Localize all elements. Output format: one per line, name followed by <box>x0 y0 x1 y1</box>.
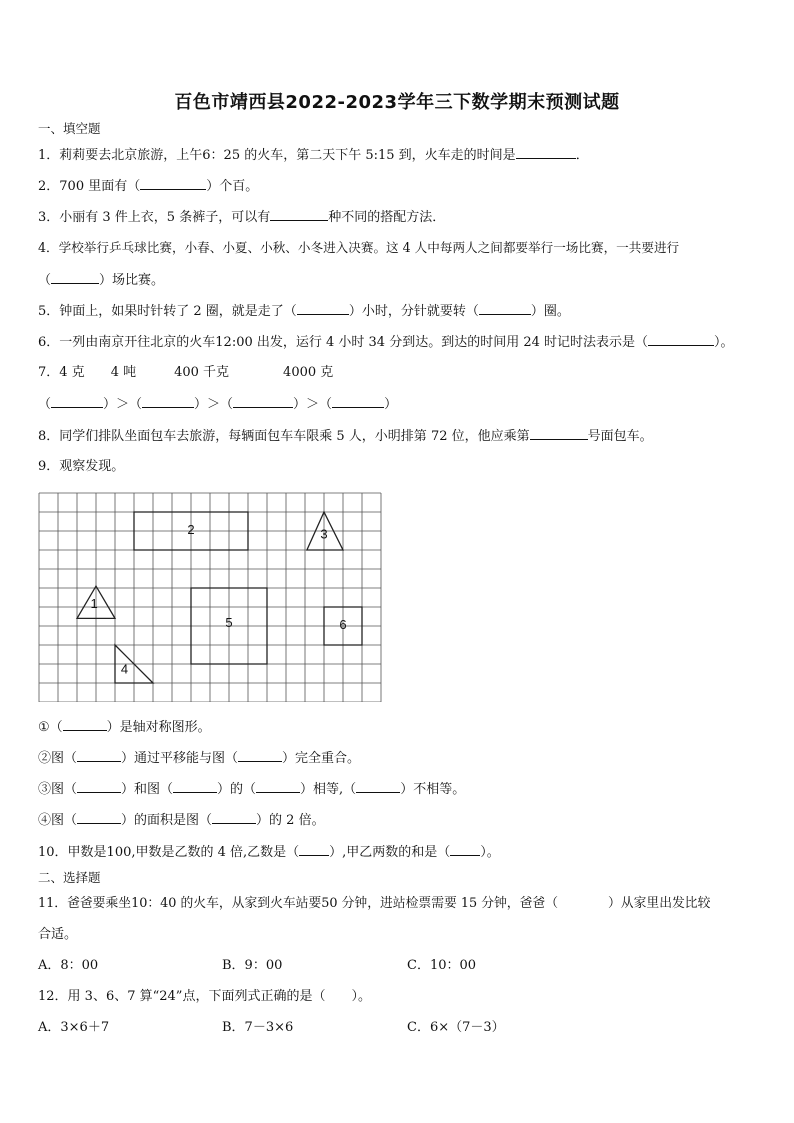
q7-item: 4000 克 <box>283 365 334 380</box>
answer-blank[interactable] <box>51 395 103 408</box>
question-10-b: ）,甲乙两数的和是（ <box>329 845 451 860</box>
q12-option-c[interactable]: C．6×（7－3） <box>407 1020 505 1035</box>
q9-sub-3 <box>38 780 465 799</box>
question-11-b: ）从家里出发比较 <box>608 896 711 911</box>
question-11 <box>38 895 710 913</box>
question-8-text-a: 8．同学们排队坐面包车去旅游，每辆面包车车限乘 5 人，小明排第 72 位，他应乘第 <box>38 429 530 444</box>
q9-sub-4-b: ）的面积是图（ <box>121 813 213 828</box>
q9-sub-3-d: ）相等,（ <box>300 782 357 797</box>
question-10-a: 10．甲数是100,甲数是乙数的 4 倍,乙数是（ <box>38 845 300 860</box>
answer-blank[interactable] <box>356 780 400 793</box>
question-8 <box>38 427 653 446</box>
question-4-cont <box>38 271 164 290</box>
compare-sign: ）＞（ <box>293 397 333 412</box>
q9-sub-1-a: ①（ <box>38 720 63 735</box>
question-4-text-b2: ）场比赛。 <box>99 273 165 288</box>
answer-blank[interactable] <box>332 395 384 408</box>
question-2-text-b: ）个百。 <box>206 179 259 194</box>
shape-label: 6 <box>339 616 347 632</box>
question-11-a: 11．爸爸要乘坐10：40 的火车，从家到火车站要50 分钟，进站检票需要 15 分钟，爸爸（ <box>38 896 558 911</box>
question-2-text-a: 2．700 里面有（ <box>38 179 141 194</box>
q7-item: 4 吨 <box>110 365 137 380</box>
answer-blank[interactable] <box>299 843 329 856</box>
question-3-text-b: 种不同的搭配方法． <box>328 210 446 225</box>
answer-blank[interactable] <box>77 811 121 824</box>
compare-sign: ）＞（ <box>194 397 234 412</box>
question-5 <box>38 302 570 321</box>
question-3 <box>38 208 445 227</box>
q7-item: 400 千克 <box>174 365 230 380</box>
q9-sub-3-e: ）不相等。 <box>400 782 466 797</box>
question-4-text-a: 4．学校举行乒乓球比赛，小春、小夏、小秋、小冬进入决赛。这 4 人中每两人之间都要举行一场比赛，一共要进行 <box>38 240 680 255</box>
answer-blank[interactable] <box>297 302 349 315</box>
answer-blank[interactable] <box>530 427 588 440</box>
question-6-text-b: ）。 <box>714 335 734 350</box>
question-1-text: 1．莉莉要去北京旅游，上午6：25 的火车，第二天下午 5:15 到，火车走的时间是 <box>38 148 516 163</box>
q9-sub-1 <box>38 718 211 737</box>
answer-blank[interactable] <box>648 333 714 346</box>
answer-blank[interactable] <box>479 302 531 315</box>
answer-blank[interactable] <box>51 271 99 284</box>
q9-sub-3-b: ）和图（ <box>121 782 174 797</box>
answer-blank[interactable] <box>173 780 217 793</box>
shape-label: 3 <box>320 526 328 542</box>
shape-label: 1 <box>90 595 98 611</box>
question-4 <box>38 239 679 257</box>
shape-label: 5 <box>225 614 233 630</box>
question-5-text-a: 5．钟面上，如果时针转了 2 圈，就是走了（ <box>38 304 297 319</box>
section-heading-choice: 二、选择题 <box>38 870 101 885</box>
question-7-compare <box>38 395 397 414</box>
question-6-text-a: 6．一列由南京开往北京的火车12:00 出发，运行 4 小时 34 分到达。到达的时间用 24 时记时法表示是（ <box>38 335 649 350</box>
question-10 <box>38 843 500 862</box>
question-2 <box>38 177 258 196</box>
question-10-c: ）。 <box>480 845 500 860</box>
question-4-text-b1: （ <box>38 273 52 288</box>
q9-sub-3-a: ③图（ <box>38 782 78 797</box>
q12-option-a[interactable]: A．3×6＋7 <box>38 1020 110 1035</box>
answer-blank[interactable] <box>63 718 107 731</box>
compare-sign: ）＞（ <box>103 397 143 412</box>
question-7-items <box>38 364 333 382</box>
answer-blank[interactable] <box>140 177 206 190</box>
page-title: 百色市靖西县2022-2023学年三下数学期末预测试题 <box>174 92 620 113</box>
q9-sub-2-b: ）通过平移能与图（ <box>121 751 239 766</box>
q9-sub-2-a: ②图（ <box>38 751 78 766</box>
answer-blank[interactable] <box>212 811 256 824</box>
question-6 <box>38 333 734 352</box>
q9-sub-4-a: ④图（ <box>38 813 78 828</box>
answer-blank[interactable] <box>516 146 576 159</box>
section-heading-fill: 一、填空题 <box>38 121 101 136</box>
answer-blank[interactable] <box>77 749 121 762</box>
answer-blank[interactable] <box>238 749 282 762</box>
paren: ） <box>384 397 398 412</box>
answer-blank[interactable] <box>270 208 328 221</box>
q11-option-a[interactable]: A．8：00 <box>38 958 99 973</box>
q9-sub-1-b: ）是轴对称图形。 <box>106 720 211 735</box>
question-12: 12．用 3、6、7 算“24”点，下面列式正确的是（ ）。 <box>38 989 371 1004</box>
q9-sub-4-c: ）的 2 倍。 <box>256 813 325 828</box>
grid-svg <box>38 492 382 702</box>
answer-blank[interactable] <box>256 780 300 793</box>
answer-blank[interactable] <box>77 780 121 793</box>
question-3-text-a: 3．小丽有 3 件上衣，5 条裤子，可以有 <box>38 210 271 225</box>
question-5-text-b: ）小时，分针就要转（ <box>348 304 479 319</box>
q9-sub-2-c: ）完全重合。 <box>282 751 361 766</box>
q7-item: 7．4 克 <box>38 365 85 380</box>
question-11-cont: 合适。 <box>38 927 78 942</box>
question-5-text-c: ）圈。 <box>530 304 570 319</box>
question-1-end: ． <box>575 148 589 163</box>
q9-sub-2 <box>38 749 360 768</box>
q9-sub-4 <box>38 811 325 830</box>
answer-blank[interactable] <box>142 395 194 408</box>
shape-label: 4 <box>120 661 129 677</box>
question-8-text-b: 号面包车。 <box>587 429 653 444</box>
q9-sub-3-c: ）的（ <box>217 782 257 797</box>
answer-blank[interactable] <box>233 395 293 408</box>
question-9: 9．观察发现。 <box>38 459 125 474</box>
question-1 <box>38 146 589 165</box>
q12-option-b[interactable]: B．7－3×6 <box>222 1020 294 1035</box>
shape-label: 2 <box>187 521 195 537</box>
answer-blank[interactable] <box>450 843 480 856</box>
grid-figure <box>38 492 382 706</box>
q11-option-b[interactable]: B．9：00 <box>222 958 283 973</box>
paren: （ <box>38 397 52 412</box>
q11-option-c[interactable]: C．10：00 <box>407 958 477 973</box>
